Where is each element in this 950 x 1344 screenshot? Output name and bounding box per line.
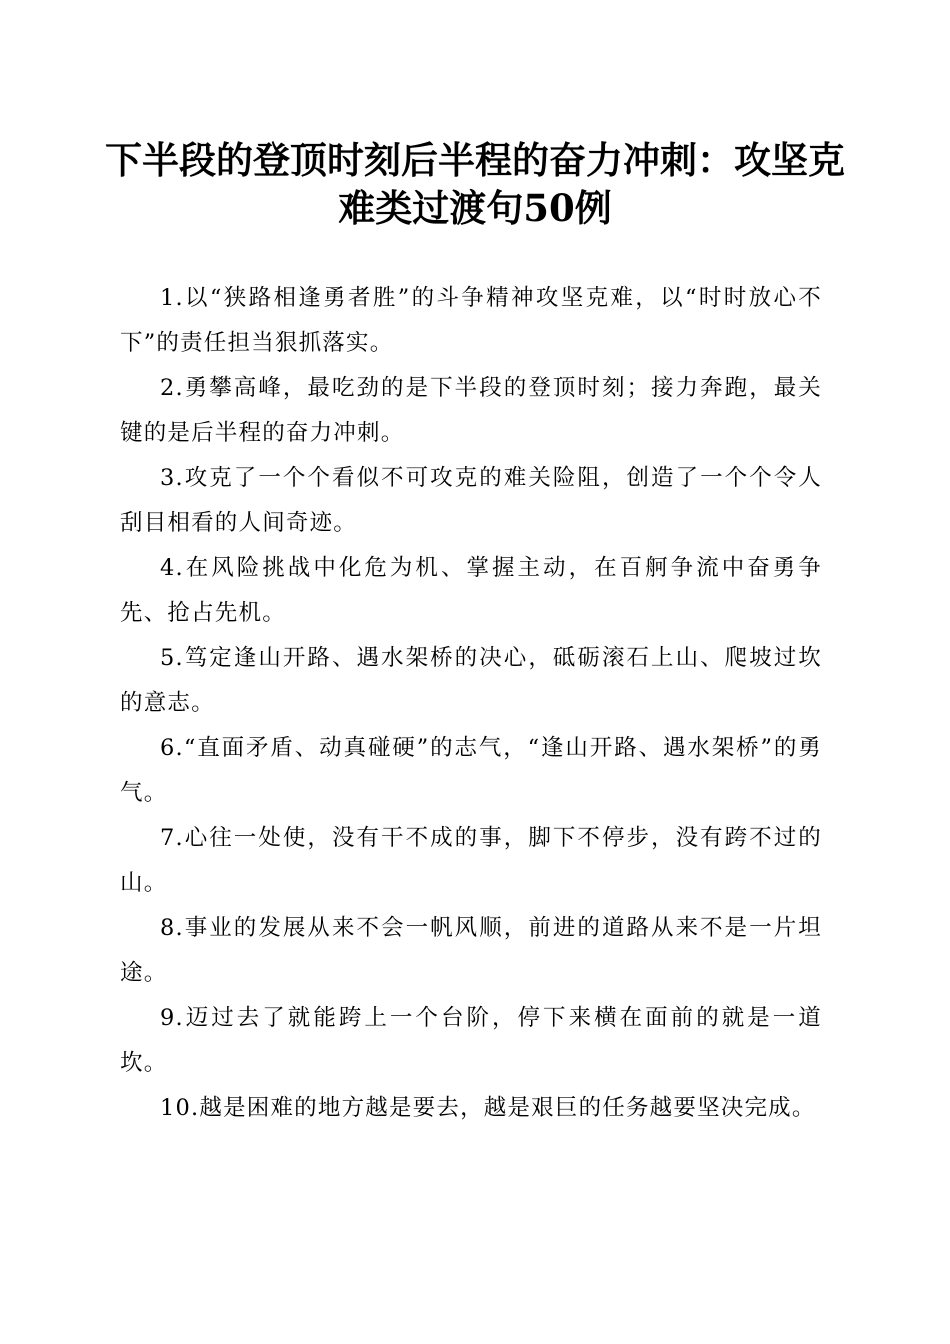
list-item: 1.以“狭路相逢勇者胜”的斗争精神攻坚克难，以“时时放心不下”的责任担当狠抓落实。	[120, 285, 822, 356]
list-item: 5.笃定逢山开路、遇水架桥的决心，砥砺滚石上山、爬坡过坎的意志。	[120, 645, 822, 716]
list-item: 6.“直面矛盾、动真碰硬”的志气，“逢山开路、遇水架桥”的勇气。	[120, 735, 822, 806]
list-item: 7.心往一处使，没有干不成的事，脚下不停步，没有跨不过的山。	[120, 825, 822, 896]
list-item: 9.迈过去了就能跨上一个台阶，停下来横在面前的就是一道坎。	[120, 1005, 822, 1076]
title-line-1: 下半段的登顶时刻后半程的奋力冲刺：攻坚克	[105, 138, 845, 182]
list-item: 10.越是困难的地方越是要去，越是艰巨的任务越要坚决完成。	[160, 1095, 816, 1121]
transition-sentence-list	[120, 276, 822, 1131]
list-item: 8.事业的发展从来不会一帆风顺，前进的道路从来不是一片坦途。	[120, 915, 822, 986]
list-item: 4.在风险挑战中化危为机、掌握主动，在百舸争流中奋勇争先、抢占先机。	[120, 555, 822, 626]
list-item: 3.攻克了一个个看似不可攻克的难关险阻，创造了一个个令人刮目相看的人间奇迹。	[120, 465, 822, 536]
list-item: 2.勇攀高峰，最吃劲的是下半段的登顶时刻；接力奔跑，最关键的是后半程的奋力冲刺。	[120, 375, 822, 446]
document-title	[100, 136, 850, 232]
title-line-2: 难类过渡句50例	[338, 186, 612, 230]
